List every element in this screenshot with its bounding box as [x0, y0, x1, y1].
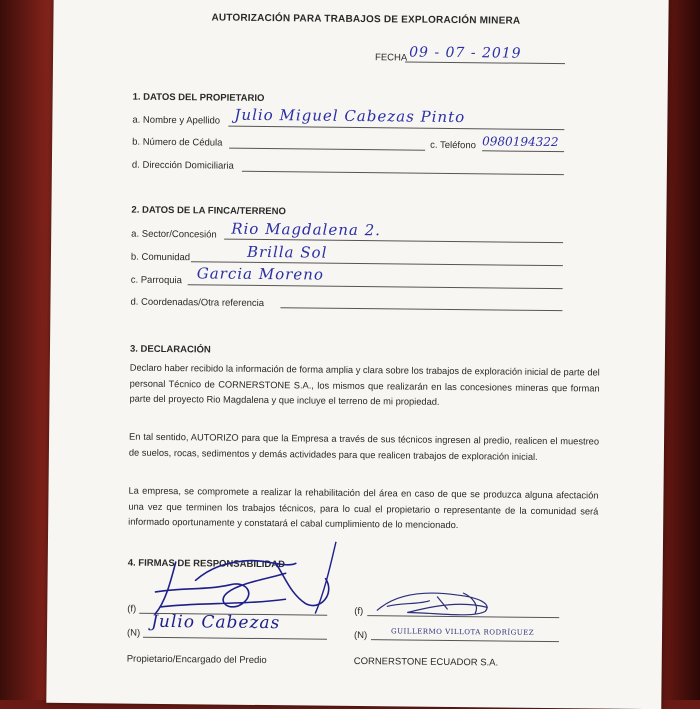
nombre-value[interactable]: Julio Miguel Cabezas Pinto — [234, 105, 466, 127]
document-sheet — [46, 0, 668, 709]
telefono-value[interactable]: 0980194322 — [482, 134, 559, 150]
comunidad-value[interactable]: Brilla Sol — [246, 242, 328, 262]
left-printed-name[interactable]: Julio Cabezas — [151, 611, 281, 634]
declaration-paragraph-2: En tal sentido, AUTORIZO para que la Empresa a través de sus técnicos ingresen al predio, realicen el muestreo de suelos, rocas, sedimentos y demás actividades para que realicen trabajos de exploración inicial. — [128, 431, 600, 462]
left-caption: Propietario/Encargado del Predio — [126, 653, 267, 667]
direccion-line — [242, 171, 564, 175]
right-caption: CORNERSTONE ECUADOR S.A. — [353, 655, 499, 669]
comunidad-label: b. Comunidad — [130, 251, 191, 264]
cedula-line — [229, 148, 425, 151]
declaration-paragraph-1: Declaro haber recibido la información de forma amplia y clara sobre los trabajos de exploración inicial de parte del personal Técnico de CORNERSTONE S.A., los mismos que realizarán en las concesiones mineras que forman parte del proyecto Rio Magdalena y que incluye el terreno de mi propiedad. — [129, 362, 600, 407]
cedula-label: b. Número de Cédula — [132, 136, 223, 149]
direccion-label: d. Dirección Domiciliaria — [131, 159, 234, 172]
sector-value[interactable]: Rio Magdalena 2. — [231, 219, 382, 240]
right-f-label: (f) — [354, 605, 364, 618]
nombre-label: a. Nombre y Apellido — [132, 114, 221, 127]
document-title: AUTORIZACIÓN PARA TRABAJOS DE EXPLORACIÓN MINERA — [211, 12, 521, 27]
fecha-line — [405, 61, 565, 64]
coordenadas-label: d. Coordenadas/Otra referencia — [130, 296, 265, 310]
left-signature — [135, 532, 356, 624]
parroquia-label: c. Parroquia — [130, 274, 183, 287]
right-n-line — [371, 639, 559, 642]
right-signature — [367, 582, 507, 623]
sector-label: a. Sector/Concesión — [131, 228, 217, 241]
telefono-label: c. Teléfono — [430, 139, 476, 152]
fecha-label: FECHA — [375, 52, 408, 64]
left-n-label: (N) — [126, 627, 141, 639]
parroquia-line — [188, 284, 563, 289]
section1-heading: 1. DATOS DEL PROPIETARIO — [132, 91, 265, 105]
section4-heading: 4. FIRMAS DE RESPONSABILIDAD — [127, 557, 286, 571]
declaration-paragraph-3: La empresa, se compromete a realizar la rehabilitación del área en caso de que se produzca alguna afectación una vez que terminen los trabajos técnicos, para lo cual el propietario o representante de la comunidad será informado oportunamente y constatará el cabal cumplimiento de lo mencionado. — [128, 485, 599, 531]
fecha-value: 09 - 07 - 2019 — [409, 44, 522, 62]
section3-heading: 3. DECLARACIÓN — [129, 343, 211, 356]
section2-heading: 2. DATOS DE LA FINCA/TERRENO — [131, 204, 286, 218]
right-n-label: (N) — [353, 629, 368, 642]
right-printed-name[interactable]: GUILLERMO VILLOTA RODRÍGUEZ — [391, 627, 535, 637]
coordenadas-line — [280, 307, 562, 311]
parroquia-value[interactable]: Garcia Moreno — [196, 264, 325, 284]
nombre-line — [228, 126, 564, 131]
left-n-line — [143, 637, 327, 640]
left-f-label: (f) — [127, 603, 137, 615]
telefono-line — [482, 150, 564, 152]
